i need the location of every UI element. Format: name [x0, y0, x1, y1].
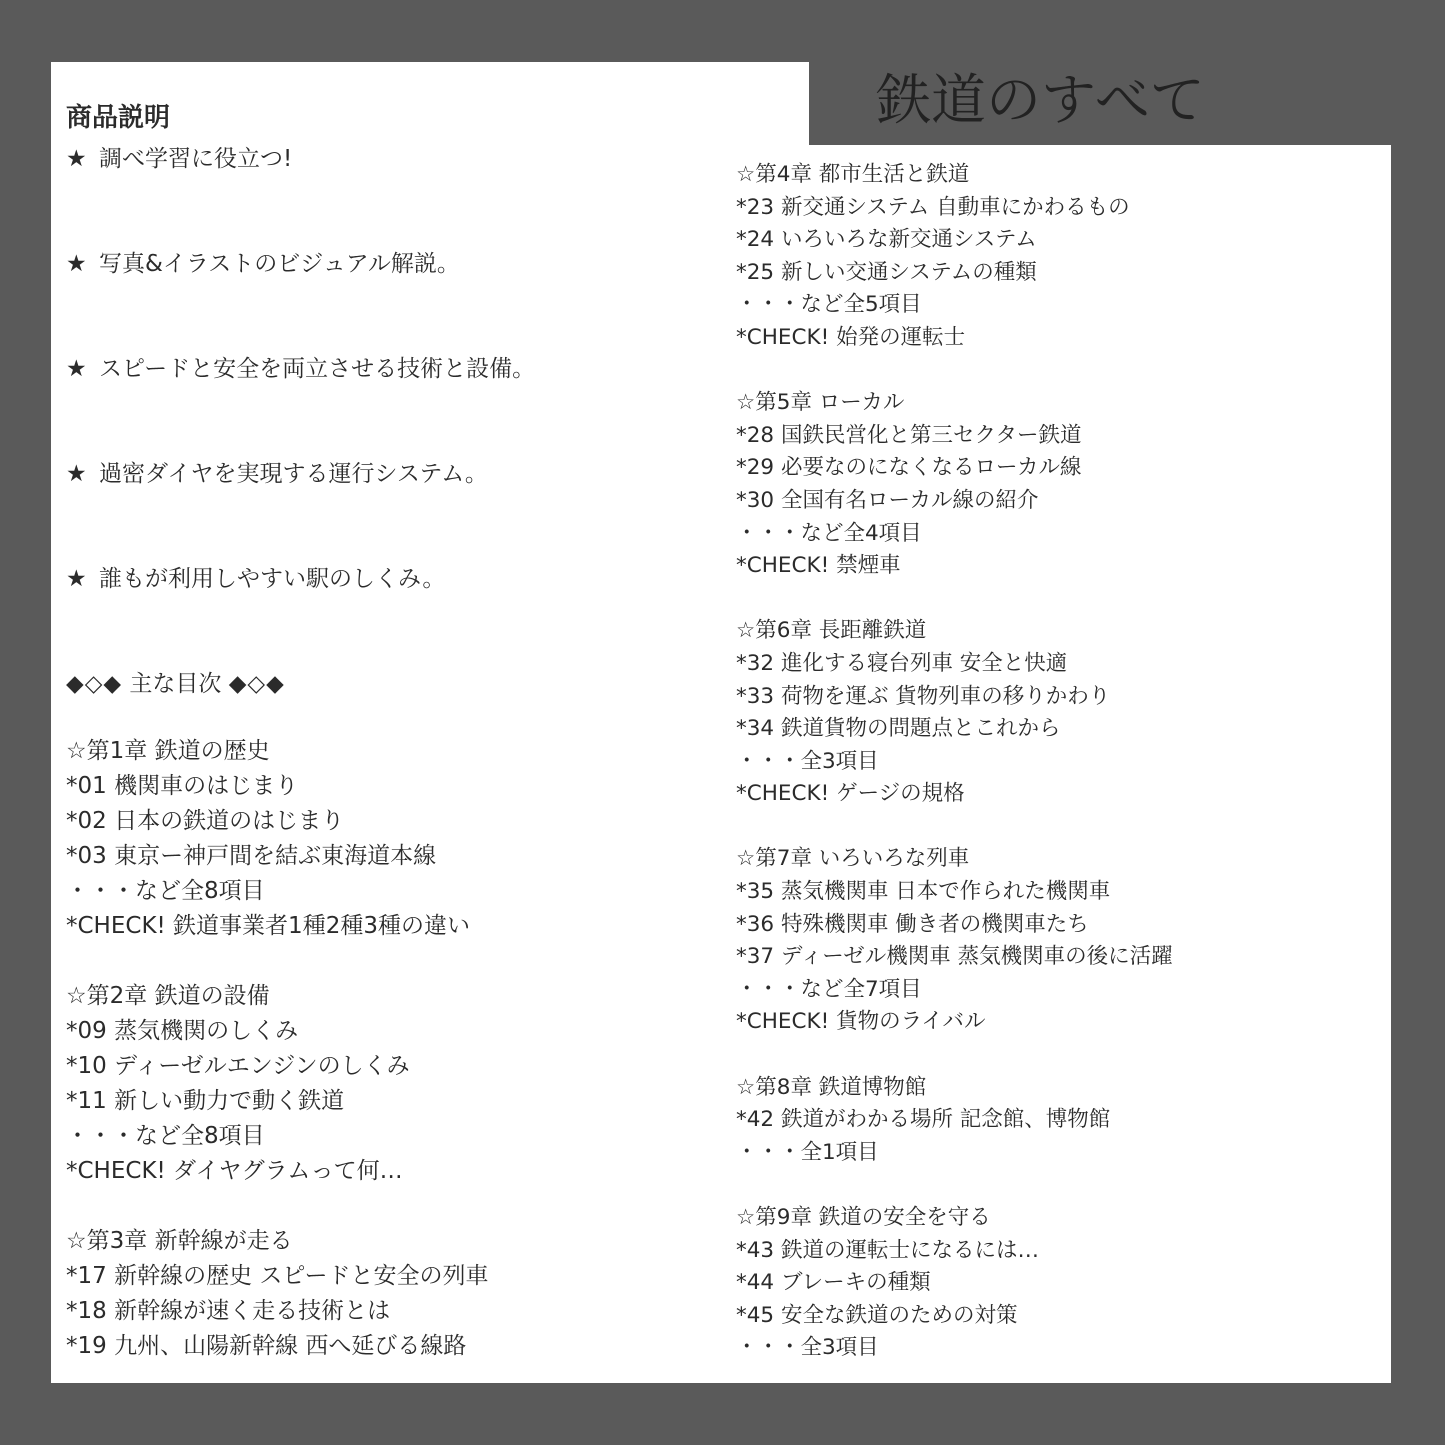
- chapter-line: *03 東京ー神戸間を結ぶ東海道本線: [66, 843, 437, 869]
- star-icon: ★: [66, 356, 87, 382]
- chapter-title: ☆第3章 新幹線が走る: [66, 1228, 293, 1254]
- chapter-title: ☆第2章 鉄道の設備: [66, 983, 270, 1009]
- chapter-title: ☆第9章 鉄道の安全を守る: [736, 1205, 991, 1230]
- chapter-line: *17 新幹線の歴史 スピードと安全の列車: [66, 1263, 489, 1289]
- chapter-line: ・・・など全4項目: [736, 520, 922, 546]
- chapter-line: *44 ブレーキの種類: [736, 1270, 931, 1296]
- right-column: [736, 159, 1376, 1398]
- feature-text: 写真&イラストのビジュアル解説。: [99, 251, 460, 277]
- chapter-line: ・・・など全8項目: [66, 878, 265, 904]
- chapter-line: *45 安全な鉄道のための対策: [736, 1302, 1018, 1328]
- chapter-line: *CHECK! ダイヤグラムって何…: [66, 1158, 403, 1184]
- chapter-line: *35 蒸気機関車 日本で作られた機関車: [736, 879, 1111, 905]
- chapter-line: ・・・全1項目: [736, 1139, 879, 1165]
- chapter-line: ・・・など全7項目: [736, 976, 922, 1002]
- chapter-line: *24 いろいろな新交通システム: [736, 227, 1037, 253]
- chapter-line: ・・・など全8項目: [66, 1123, 265, 1149]
- feature-item: [66, 139, 786, 244]
- chapter-title: ☆第1章 鉄道の歴史: [66, 738, 270, 764]
- chapter-line: *37 ディーゼル機関車 蒸気機関車の後に活躍: [736, 944, 1173, 970]
- page-title: 鉄道のすべて: [876, 68, 1205, 132]
- diamond-icon: ◆◇◆: [228, 671, 285, 697]
- chapter-title: ☆第8章 鉄道博物館: [736, 1074, 927, 1100]
- chapter-line: *23 新交通システム 自動車にかわるもの: [736, 194, 1130, 220]
- chapter-line: *30 全国有名ローカル線の紹介: [736, 487, 1039, 513]
- description-heading: 商品説明: [66, 103, 171, 133]
- chapter-line: *CHECK! 貨物のライバル: [736, 1009, 986, 1035]
- feature-text: 誰もが利用しやすい駅のしくみ。: [99, 566, 446, 592]
- feature-text: 調べ学習に役立つ!: [99, 146, 293, 172]
- chapter-line: *25 新しい交通システムの種類: [736, 259, 1037, 285]
- chapter-line: *32 進化する寝台列車 安全と快適: [736, 650, 1068, 676]
- chapter-line: *42 鉄道がわかる場所 記念館、博物館: [736, 1107, 1111, 1133]
- chapter-title: ☆第7章 いろいろな列車: [736, 846, 970, 872]
- chapter-line: *CHECK! 禁煙車: [736, 553, 901, 579]
- chapter-line: *36 特殊機関車 働き者の機関車たち: [736, 911, 1089, 937]
- chapter-title: ☆第5章 ローカル: [736, 390, 905, 416]
- chapter-line: *34 鉄道貨物の問題点とこれから: [736, 716, 1061, 742]
- chapter-line: *33 荷物を運ぶ 貨物列車の移りかわり: [736, 683, 1111, 709]
- toc-heading: [66, 664, 786, 734]
- star-icon: ★: [66, 146, 87, 172]
- chapter-line: *01 機関車のはじまり: [66, 773, 299, 799]
- chapter-block: [66, 734, 786, 944]
- chapter-line: *09 蒸気機関のしくみ: [66, 1018, 299, 1044]
- star-icon: ★: [66, 566, 87, 592]
- chapter-block: [736, 1202, 1376, 1365]
- feature-text: 過密ダイヤを実現する運行システム。: [99, 461, 488, 487]
- chapter-line: *29 必要なのになくなるローカル線: [736, 455, 1082, 481]
- feature-item: [66, 454, 786, 559]
- feature-item: [66, 349, 786, 454]
- chapter-line: *CHECK! 始発の運転士: [736, 324, 966, 350]
- chapter-line: *11 新しい動力で動く鉄道: [66, 1088, 345, 1114]
- chapter-line: *02 日本の鉄道のはじまり: [66, 808, 345, 834]
- chapter-block: [736, 159, 1376, 355]
- chapter-line: *43 鉄道の運転士になるには…: [736, 1237, 1039, 1263]
- chapter-block: [736, 1072, 1376, 1170]
- feature-text: スピードと安全を両立させる技術と設備。: [99, 356, 536, 382]
- star-icon: ★: [66, 251, 87, 277]
- chapter-line: ・・・全3項目: [736, 1335, 879, 1361]
- feature-item: [66, 244, 786, 349]
- chapter-title: ☆第4章 都市生活と鉄道: [736, 162, 970, 187]
- chapter-block: [66, 979, 786, 1189]
- chapter-line: ・・・など全5項目: [736, 292, 922, 318]
- chapter-line: *28 国鉄民営化と第三セクター鉄道: [736, 422, 1082, 448]
- chapter-block: [66, 1224, 786, 1364]
- diamond-icon: ◆◇◆: [66, 671, 123, 697]
- left-column: [66, 97, 786, 1399]
- chapter-title: ☆第6章 長距離鉄道: [736, 618, 927, 644]
- chapter-block: [736, 615, 1376, 811]
- chapter-line: *19 九州、山陽新幹線 西へ延びる線路: [66, 1333, 467, 1359]
- chapter-line: *CHECK! ゲージの規格: [736, 781, 965, 807]
- star-icon: ★: [66, 461, 87, 487]
- toc-title: 主な目次: [129, 671, 222, 697]
- chapter-line: *10 ディーゼルエンジンのしくみ: [66, 1053, 410, 1079]
- chapter-line: *CHECK! 鉄道事業者1種2種3種の違い: [66, 913, 470, 939]
- chapter-line: ・・・全3項目: [736, 748, 879, 774]
- chapter-line: *18 新幹線が速く走る技術とは: [66, 1298, 391, 1324]
- feature-item: [66, 559, 786, 664]
- chapter-block: [736, 387, 1376, 583]
- chapter-block: [736, 843, 1376, 1039]
